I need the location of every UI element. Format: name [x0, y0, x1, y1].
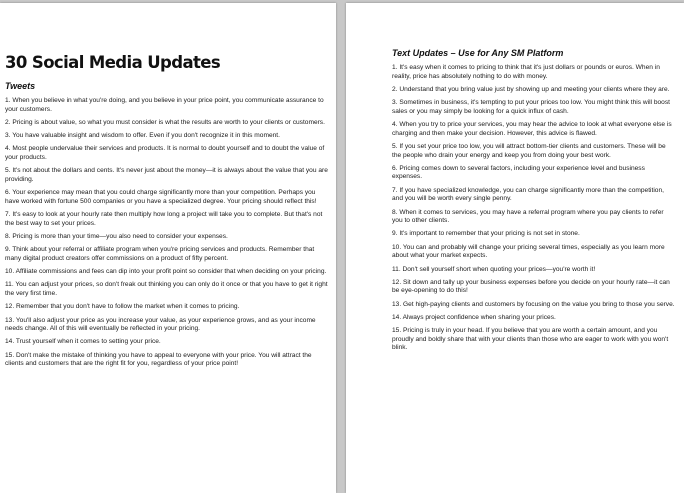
document-page-left	[0, 3, 336, 493]
list-item: 15. Pricing is truly in your head. If you believe that you are worth a certain amount, and you proudly and boldly share that with your clients than those who are eager to work with you won't blink.	[392, 327, 669, 352]
list-item: 1. When you believe in what you're doing, and you believe in your price point, you communicate assurance to your customers.	[5, 97, 324, 113]
list-item: 8. Pricing is more than your time—you also need to consider your expenses.	[5, 232, 228, 240]
list-item: 6. Pricing comes down to several factors, including your experience level and business expenses.	[392, 164, 645, 181]
list-item: 3. Sometimes in business, it's tempting to put your prices too low. You might think this will boost sales or you may simply be looking for a quick influx of cash.	[392, 99, 670, 115]
list-item: 4. When you try to price your services, you may hear the advice to look at what everyone else is charging and then make your decision. However, this advice is flawed.	[392, 121, 672, 137]
text-updates-list	[392, 64, 676, 353]
tweets-list	[5, 97, 328, 369]
list-item: 7. If you have specialized knowledge, you can charge significantly more than the competition, and you will be worth every single penny.	[392, 186, 664, 203]
section-title-tweets: Tweets	[5, 81, 36, 91]
list-item: 5. It's not about the dollars and cents. It's never just about the money—it is always about the value that you are providing.	[5, 167, 328, 183]
list-item: 14. Trust yourself when it comes to setting your price.	[5, 338, 161, 346]
list-item: 3. You have valuable insight and wisdom to offer. Even if you don't recognize it in this moment.	[5, 132, 280, 140]
list-item: 8. When it comes to services, you may have a referral program where you pay clients to refer you to other clients.	[392, 208, 664, 225]
list-item: 10. You can and probably will change your pricing several times, especially as you learn more about what your market expects.	[392, 243, 665, 260]
list-item: 7. It's easy to look at your hourly rate then multiply how long a project will take you to complete. But that's not the best way to set your prices.	[5, 211, 323, 227]
list-item: 14. Always project confidence when sharing your prices.	[392, 314, 556, 321]
list-item: 11. Don't sell yourself short when quoting your prices—you're worth it!	[392, 265, 596, 273]
list-item: 4. Most people undervalue their services and products. It is normal to doubt yourself and to doubt the value of your products.	[5, 145, 325, 162]
list-item: 12. Sit down and tally up your business expenses before you decide on your hourly rate—it can be eye-opening to do this!	[392, 278, 670, 295]
list-item: 12. Remember that you don't have to follow the market when it comes to pricing.	[5, 303, 240, 311]
list-item: 2. Understand that you bring value just by showing up and meeting your clients where they are.	[392, 85, 670, 93]
document-page-right	[346, 3, 684, 493]
list-item: 2. Pricing is about value, so what you must consider is what the results are worth to your clients or customers.	[5, 118, 325, 126]
list-item: 6. Your experience may mean that you could charge significantly more than your competition. Perhaps you have worked with fortune 500 companies or you have a specialized degree. Your pricing should reflect this!	[5, 189, 317, 205]
section-title-text-updates: Text Updates – Use for Any SM Platform	[392, 48, 564, 58]
list-item: 1. It's easy when it comes to pricing to think that it's just dollars or pounds or euros. When in reality, price has absolutely nothing to do with money.	[392, 64, 660, 80]
list-item: 13. You'll also adjust your price as you increase your value, as your experience grows, and as your income needs change. All of this will eventually be reflected in your pricing.	[5, 316, 316, 333]
list-item: 5. If you set your price too low, you will attract bottom-tier clients and customers. These will be the people who drain your energy and keep you from doing your best work.	[392, 142, 666, 159]
list-item: 11. You can adjust your prices, so don't freak out thinking you can only do it once or that you have to get it right the very first time.	[5, 281, 328, 297]
document-title: 30 Social Media Updates	[5, 53, 221, 72]
list-item: 15. Don't make the mistake of thinking you have to appeal to everyone with your price. You will attract the clients and customers that are the right fit for you, regardless of your price point!	[5, 351, 312, 368]
list-item: 13. Get high-paying clients and customers by focusing on the value you bring to those you serve.	[392, 300, 675, 308]
list-item: 9. It's important to remember that your pricing is not set in stone.	[392, 230, 580, 238]
list-item: 10. Affiliate commissions and fees can dip into your profit point so consider that when deciding on your pricing.	[5, 268, 327, 276]
list-item: 9. Think about your referral or affiliate program when you're pricing services and products. Remember that many digital product creators offer commissions on a product of fifty percent.	[5, 246, 315, 262]
